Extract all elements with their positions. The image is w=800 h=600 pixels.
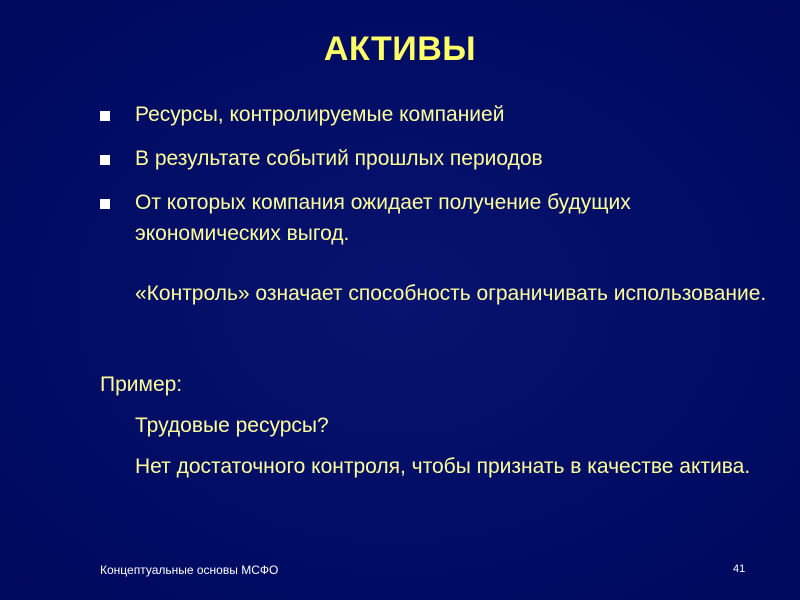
example-question: Трудовые ресурсы?	[135, 414, 329, 437]
bullet-item-future-benefits	[100, 187, 780, 249]
example-answer: Нет достаточного контроля, чтобы признать в качестве актива.	[135, 455, 751, 478]
example-label: Пример:	[100, 373, 183, 396]
square-bullet-icon	[100, 199, 110, 209]
bullet-text: Ресурсы, контролируемые компанией	[135, 103, 505, 126]
bullet-item-past-events	[100, 143, 780, 174]
slide-title: АКТИВЫ	[323, 30, 477, 68]
footer-text: Концептуальные основы МСФО	[100, 563, 279, 577]
bullet-item-resources	[100, 99, 780, 130]
square-bullet-icon	[100, 155, 110, 165]
square-bullet-icon	[100, 111, 110, 121]
bullet-text: От которых компания ожидает получение будущих экономических выгод.	[135, 191, 631, 245]
control-definition: «Контроль» означает способность ограничивать использование.	[135, 282, 767, 305]
bullet-list	[100, 99, 780, 262]
page-number: 41	[733, 563, 746, 575]
bullet-text: В результате событий прошлых периодов	[135, 147, 543, 170]
